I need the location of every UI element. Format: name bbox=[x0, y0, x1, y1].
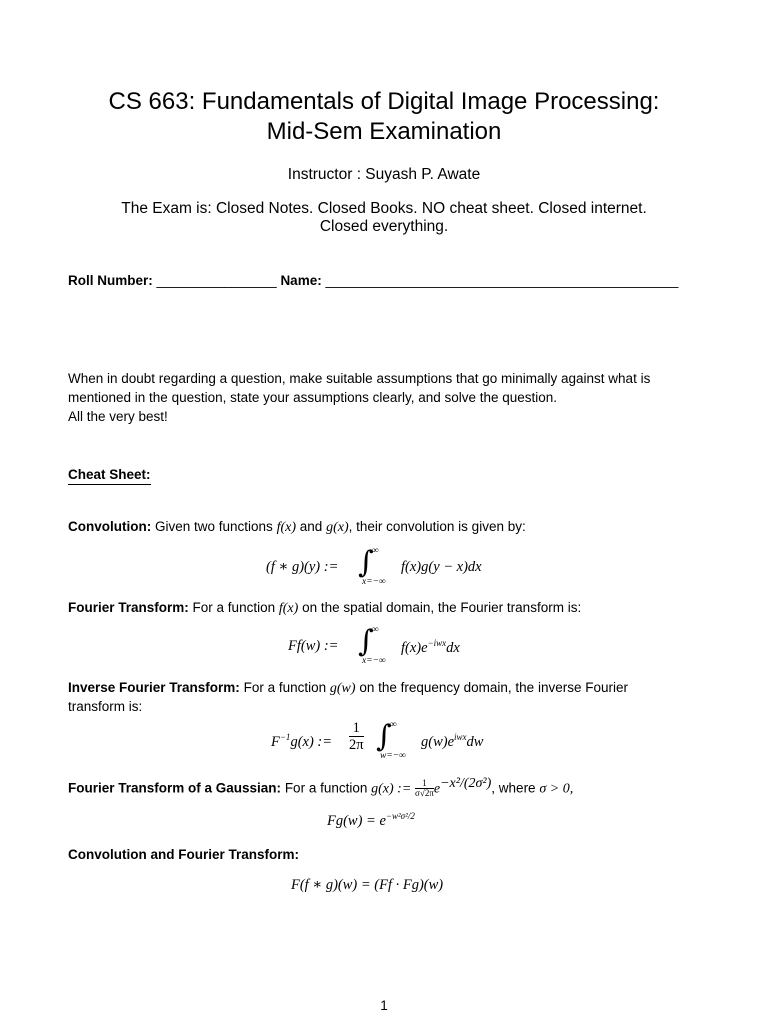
page-number: 1 bbox=[380, 998, 388, 1013]
convolution-lhs: (f ∗ g)(y) := bbox=[266, 559, 339, 575]
convolution-lower-limit: x=−∞ bbox=[362, 577, 386, 587]
instructions-line3: All the very best! bbox=[68, 409, 168, 424]
instructor-line: Instructor : Suyash P. Awate bbox=[287, 166, 481, 183]
convolution-upper-limit: ∞ bbox=[372, 546, 379, 556]
gaussian-intro: Fourier Transform of a Gaussian: For a function g(x) := $\frac{1}{\sigma√2\pi}$ $e^{-x^2/(2\sigma^2)}$, where σ > 0, bbox=[68, 776, 574, 799]
convolution-integrand: f(x)g(y − x)dx bbox=[401, 559, 482, 575]
instructions-line2: mentioned in the question, state your assumptions clearly, and solve the question. bbox=[68, 390, 558, 405]
roll-number-label: Roll Number: bbox=[68, 273, 153, 288]
inverse-fourier-fraction: $\frac{1}{2\pi}$ bbox=[349, 720, 364, 753]
exam-rules-line1: The Exam is: Closed Notes. Closed Books. NO cheat sheet. Closed internet. bbox=[121, 200, 647, 217]
inverse-fourier-intro: Inverse Fourier Transform: For a function g(w) on the frequency domain, the inverse Fourier bbox=[68, 680, 628, 696]
gaussian-equation: $Fg(w) = e^{-w^2\sigma^2/2}$ bbox=[327, 811, 415, 829]
inverse-fourier-integrand: $g(w)e^{iwx}dw$ bbox=[421, 732, 484, 750]
name-label: Name: bbox=[280, 273, 322, 288]
student-info-row bbox=[68, 271, 678, 290]
fourier-intro: Fourier Transform: For a function f(x) on the spatial domain, the Fourier transform is: bbox=[68, 600, 582, 616]
integral-sign: ∫ bbox=[358, 545, 374, 580]
instructions bbox=[68, 369, 708, 426]
conv-fourier-equation: F(f ∗ g)(w) = (Ff · Fg)(w) bbox=[291, 877, 444, 893]
fourier-integrand: $f(x)e^{-iwx}dx$ bbox=[401, 638, 460, 656]
inverse-fourier-upper-limit: ∞ bbox=[390, 720, 397, 730]
exam-title-line2: Mid-Sem Examination bbox=[266, 118, 502, 145]
inverse-fourier-intro-line2: transform is: bbox=[68, 699, 143, 714]
fourier-upper-limit: ∞ bbox=[372, 625, 379, 635]
name-blank[interactable]: _______________________________________________ bbox=[325, 273, 679, 288]
exam-rules-line2: Closed everything. bbox=[319, 218, 449, 235]
inverse-fourier-lower-limit: w=−∞ bbox=[380, 751, 406, 761]
fourier-lower-limit: x=−∞ bbox=[362, 656, 386, 666]
integral-sign: ∫ bbox=[376, 719, 392, 754]
conv-fourier-label: Convolution and Fourier Transform: bbox=[68, 847, 300, 862]
exam-title-line1: CS 663: Fundamentals of Digital Image Processing: bbox=[108, 88, 660, 115]
integral-sign: ∫ bbox=[358, 624, 374, 659]
instructions-line1: When in doubt regarding a question, make suitable assumptions that go minimally against what is bbox=[68, 371, 651, 386]
fourier-lhs: Ff(w) := bbox=[288, 638, 339, 654]
roll-number-blank[interactable]: ________________ bbox=[156, 273, 277, 288]
cheat-sheet-heading: Cheat Sheet: bbox=[68, 465, 151, 484]
convolution-intro: Convolution: Given two functions f(x) and g(x), their convolution is given by: bbox=[68, 519, 526, 535]
inverse-fourier-lhs: $F^{-1}g(x)$ := bbox=[271, 732, 333, 750]
